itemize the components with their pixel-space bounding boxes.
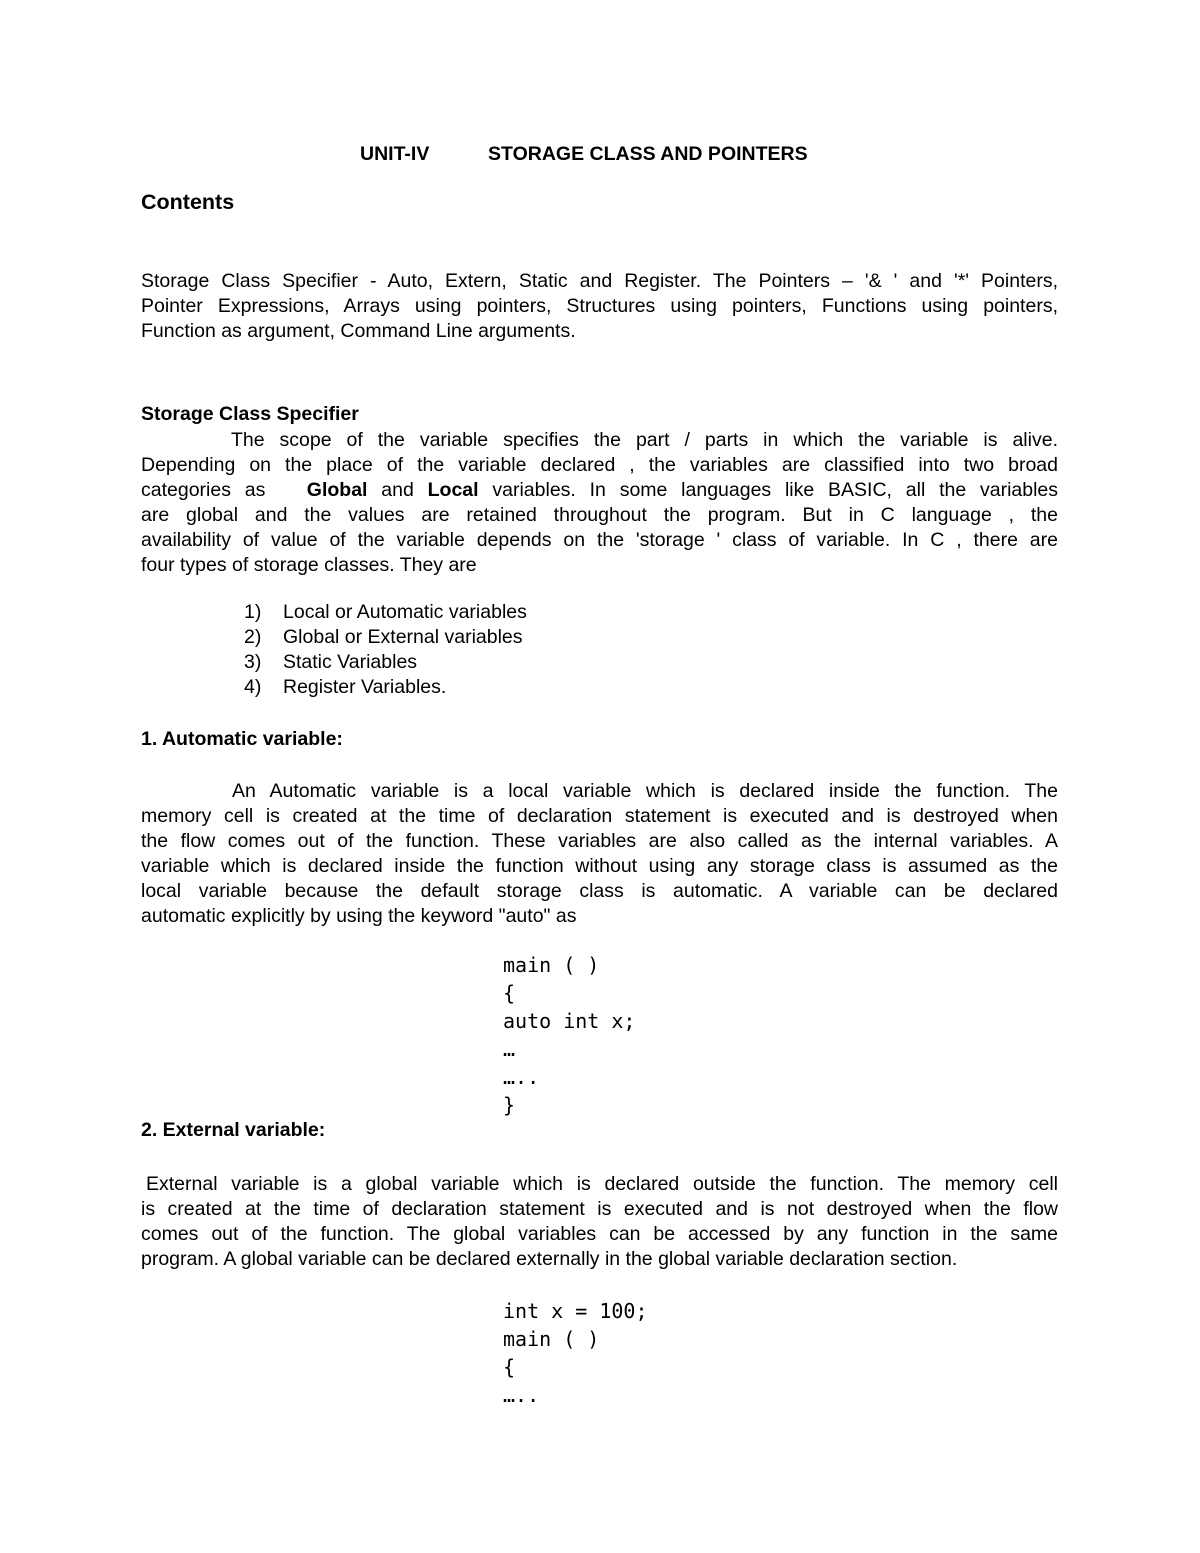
contents-line: Storage Class Specifier - Auto, Extern, Static and Register. The Pointers – '& ' and '*' Pointers,	[141, 270, 1058, 292]
code-line: {	[503, 1355, 516, 1379]
global-keyword: Global	[306, 479, 368, 501]
contents-line: Pointer Expressions, Arrays using pointers, Structures using pointers, Functions using pointers,	[141, 295, 1058, 317]
list-label: Register Variables.	[283, 676, 447, 698]
paragraph-line: An Automatic variable is a local variable which is declared inside the function. The	[232, 780, 1058, 802]
paragraph-line: The scope of the variable specifies the part / parts in which the variable is alive.	[231, 429, 1058, 451]
paragraph-line: program. A global variable can be declared externally in the global variable declaration section.	[141, 1248, 958, 1270]
storage-class-heading: Storage Class Specifier	[141, 403, 359, 425]
code-line: {	[503, 981, 516, 1005]
paragraph-line-categories	[141, 478, 1058, 503]
code-line: }	[503, 1093, 516, 1117]
unit-label: UNIT-IV	[360, 143, 430, 165]
paragraph-line: is created at the time of declaration statement is executed and is not destroyed when the flow	[141, 1198, 1058, 1220]
paragraph-line: four types of storage classes. They are	[141, 554, 477, 576]
list-item	[244, 676, 446, 699]
code-line: main ( )	[503, 1327, 600, 1351]
code-line: …..	[503, 1383, 540, 1407]
list-item	[244, 601, 527, 624]
external-heading: 2. External variable:	[141, 1119, 326, 1141]
page-title: STORAGE CLASS AND POINTERS	[488, 143, 808, 165]
contents-heading: Contents	[141, 190, 235, 214]
list-number: 1)	[244, 601, 262, 623]
storage-class-paragraph	[141, 428, 1058, 578]
paragraph-line: local variable because the default storage class is automatic. A variable can be declared	[141, 880, 1058, 902]
external-paragraph	[141, 1172, 1058, 1272]
contents-paragraph	[141, 269, 1058, 344]
and-text: and	[381, 479, 414, 501]
paragraph-line: the flow comes out of the function. These variables are also called as the internal variables. A	[141, 830, 1058, 852]
paragraph-line: automatic explicitly by using the keyword "auto" as	[141, 905, 577, 927]
list-label: Global or External variables	[283, 626, 523, 648]
local-keyword: Local	[427, 479, 479, 501]
paragraph-line: availability of value of the variable depends on the 'storage ' class of variable. In C , there are	[141, 529, 1058, 551]
list-label: Static Variables	[283, 651, 418, 673]
paragraph-line: memory cell is created at the time of declaration statement is executed and is destroyed when	[141, 805, 1058, 827]
paragraph-line: External variable is a global variable which is declared outside the function. The memory cell	[146, 1173, 1058, 1195]
paragraph-line: Depending on the place of the variable declared , the variables are classified into two broad	[141, 454, 1058, 476]
code-line: …..	[503, 1065, 540, 1089]
variables-text: variables. In some languages like BASIC, all the variables	[492, 479, 1059, 501]
code-line: main ( )	[503, 953, 600, 977]
list-number: 2)	[244, 626, 262, 648]
categories-text: categories as	[141, 479, 266, 501]
list-number: 3)	[244, 651, 262, 673]
list-item	[244, 651, 417, 674]
automatic-paragraph	[141, 779, 1058, 929]
code-line: int x = 100;	[503, 1299, 648, 1323]
list-item	[244, 626, 523, 649]
paragraph-line: comes out of the function. The global variables can be accessed by any function in the same	[141, 1223, 1058, 1245]
list-number: 4)	[244, 676, 262, 698]
paragraph-line: variable which is declared inside the function without using any storage class is assumed as the	[141, 855, 1058, 877]
list-label: Local or Automatic variables	[283, 601, 527, 623]
code-line: auto int x;	[503, 1009, 636, 1033]
automatic-heading: 1. Automatic variable:	[141, 728, 343, 750]
paragraph-line: are global and the values are retained throughout the program. But in C language , the	[141, 504, 1058, 526]
code-line: …	[503, 1037, 516, 1061]
contents-line: Function as argument, Command Line arguments.	[141, 320, 576, 342]
